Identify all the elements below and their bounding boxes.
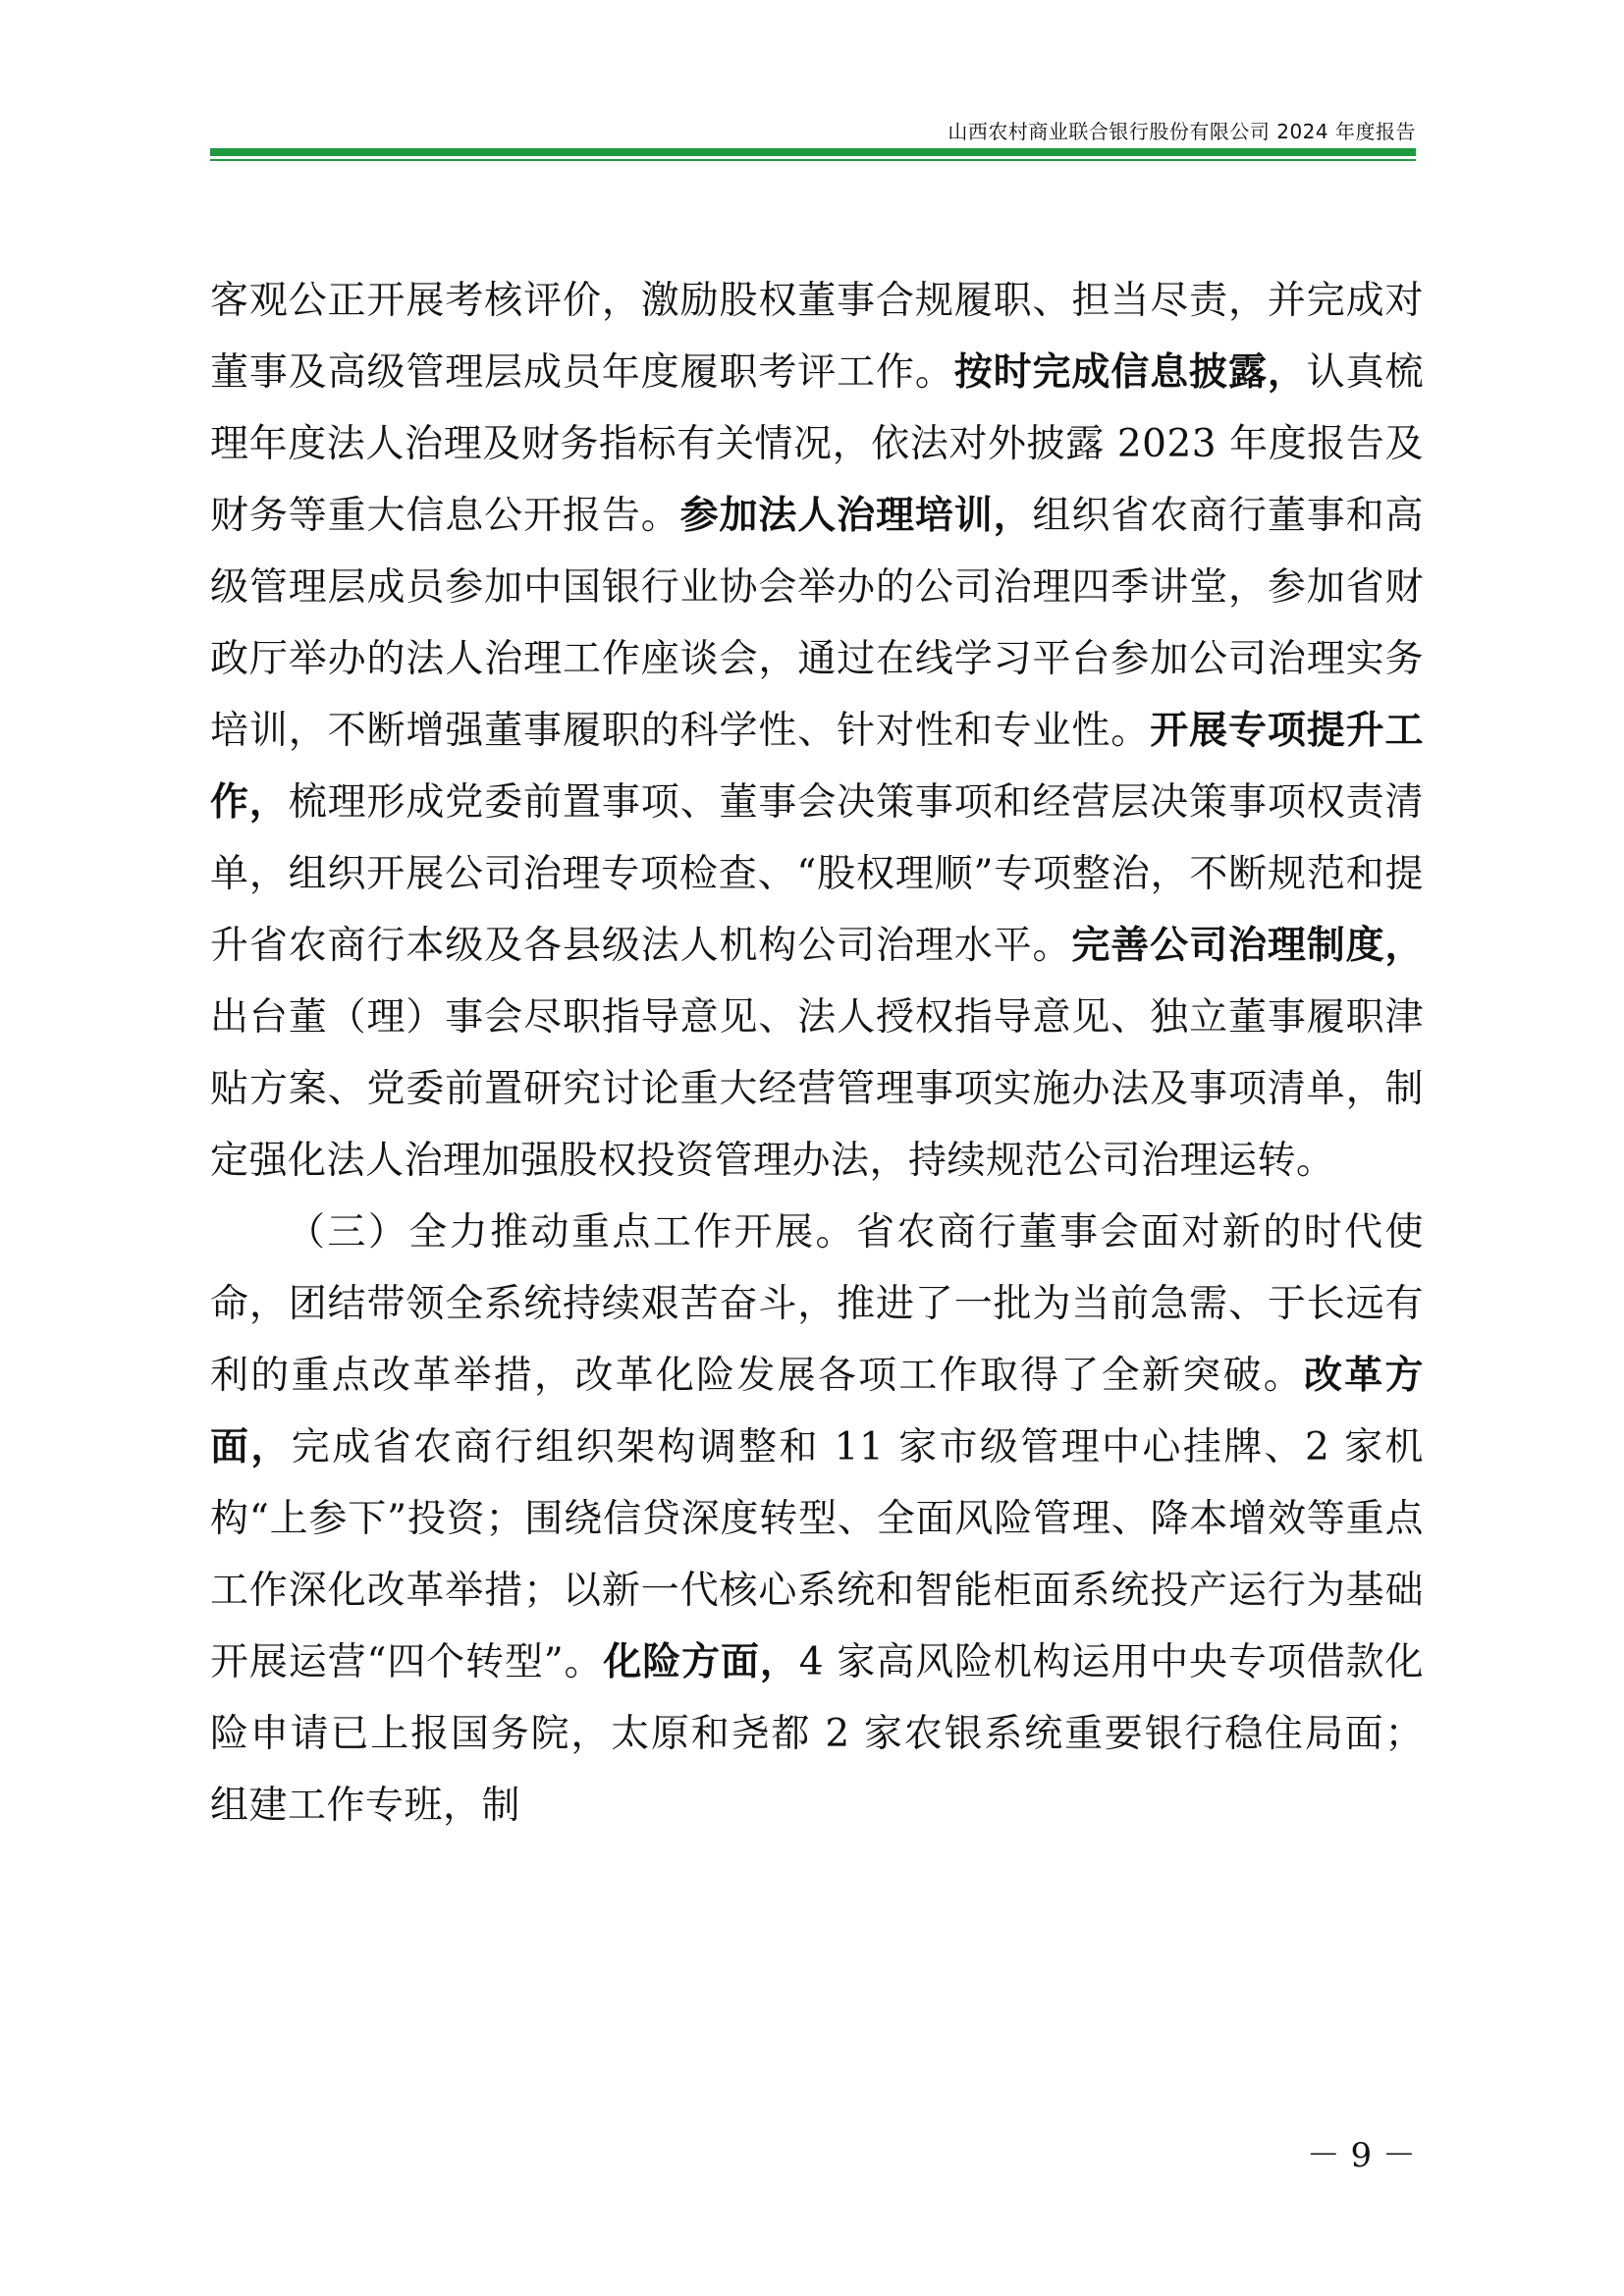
- text-run: （三）全力推动重点工作开展。省农商行董事会面对新的时代使命，团结带领全系统持续艰苦奋斗，推进了一批为当前急需、于长远有利的重点改革举措，改革化险发展各项工作取得了全新突破。: [210, 1210, 1424, 1398]
- bold-heading-reform: 改革方面，: [210, 1354, 1424, 1469]
- page-header-title: 山西农村商业联合银行股份有限公司 2024 年度报告: [947, 120, 1416, 143]
- body-text: [210, 265, 1424, 1842]
- paragraph-key-work: [210, 1197, 1424, 1842]
- text-run: 认真梳理年度法人治理及财务指标有关情况，依法对外披露 2023 年度报告及财务等重大信息公开报告。: [210, 350, 1424, 538]
- page-number: － 9 －: [1306, 2136, 1416, 2175]
- bold-heading-special-work: 开展专项提升工作，: [210, 709, 1424, 825]
- text-run: 组织省农商行董事和高级管理层成员参加中国银行业协会举办的公司治理四季讲堂，参加省财政厅举办的法人治理工作座谈会，通过在线学习平台参加公司治理实务培训，不断增强董事履职的科学性、针对性和专业性。: [210, 494, 1424, 753]
- text-run: 完成省农商行组织架构调整和 11 家市级管理中心挂牌、2 家机构“上参下”投资；围绕信贷深度转型、全面风险管理、降本增效等重点工作深化改革举措；以新一代核心系统和智能柜面系统投产运行为基础开展运营“四个转型”。: [210, 1425, 1424, 1684]
- paragraph-governance: [210, 265, 1424, 1197]
- header-rule-thin: [210, 159, 1416, 161]
- bold-heading-risk: 化险方面，: [603, 1640, 799, 1684]
- text-run: 4 家高风险机构运用中央专项借款化险申请已上报国务院，太原和尧都 2 家农银系统重要银行稳住局面；组建工作专班，制: [210, 1640, 1424, 1828]
- bold-heading-training: 参加法人治理培训，: [679, 494, 1033, 538]
- text-run: 梳理形成党委前置事项、董事会决策事项和经营层决策事项权责清单，组织开展公司治理专项检查、“股权理顺”专项整治，不断规范和提升省农商行本级及各县级法人机构公司治理水平。: [210, 780, 1424, 968]
- text-run: 客观公正开展考核评价，激励股权董事合规履职、担当尽责，并完成对董事及高级管理层成员年度履职考评工作。: [210, 279, 1424, 395]
- bold-heading-system: 完善公司治理制度，: [1071, 924, 1424, 968]
- bold-heading-disclosure: 按时完成信息披露，: [953, 350, 1307, 395]
- text-run: 出台董（理）事会尽职指导意见、法人授权指导意见、独立董事履职津贴方案、党委前置研究讨论重大经营管理事项实施办法及事项清单，制定强化法人治理加强股权投资管理办法，持续规范公司治理运转。: [210, 995, 1424, 1183]
- header-rule-thick: [210, 148, 1416, 156]
